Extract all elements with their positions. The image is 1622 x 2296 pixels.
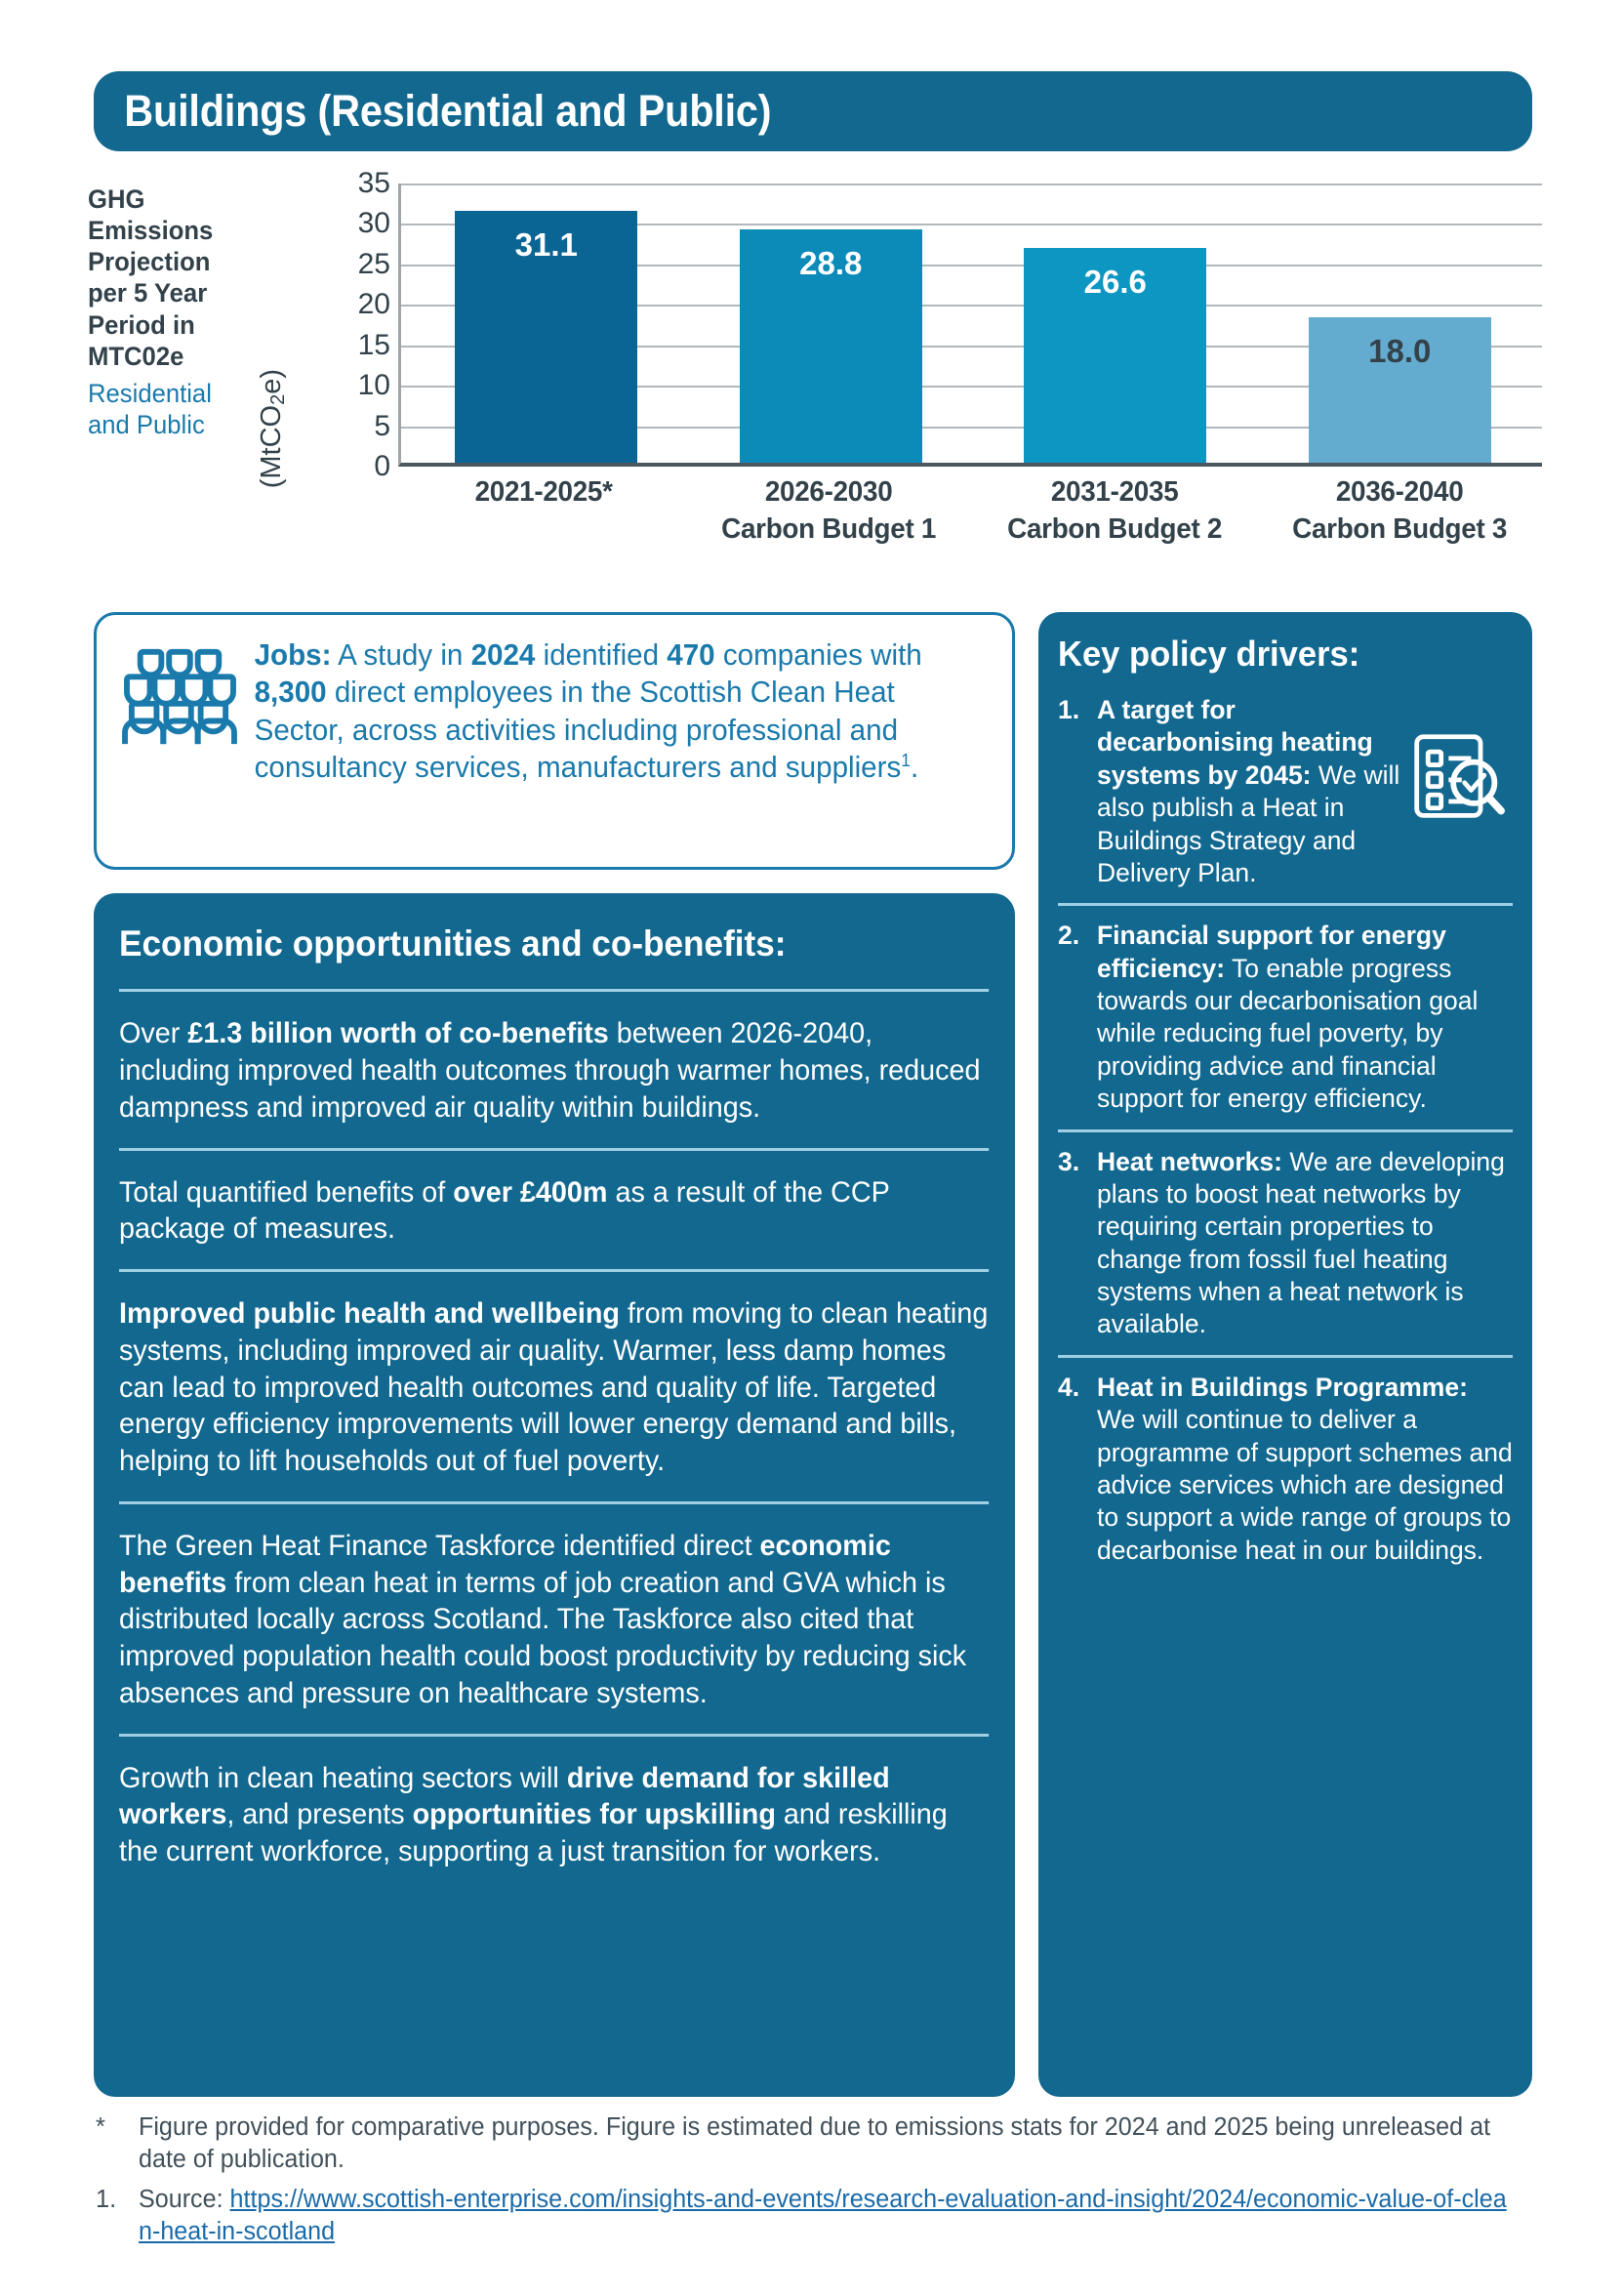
- jobs-text: Jobs: A study in 2024 identified 470 companies with 8,300 direct employees in the Scottish Clean Heat Sector, across activities including professional and consultancy services, manufacturers and suppliers$^1$.: [254, 638, 922, 785]
- x-axis-period-label: 2031-2035: [1050, 476, 1178, 508]
- policy-driver-number: 1.: [1058, 695, 1080, 724]
- policy-driver-number: 4.: [1058, 1372, 1080, 1402]
- y-tick-label: 20: [357, 288, 390, 321]
- chart-title: GHG Emissions Projection per 5 Year Period in MTC02e: [88, 184, 214, 371]
- footnote-source-link[interactable]: https://www.scottish-enterprise.com/insights-and-events/research-evaluation-and-insight/2024/economic-value-of-clean-heat-in-scotland: [139, 2186, 1507, 2246]
- bar-value-label: 26.6: [1083, 263, 1147, 300]
- x-axis-period-label: 2036-2040: [1335, 476, 1464, 508]
- page-header-banner: [94, 71, 1532, 151]
- footnote-marker: 1.: [96, 2186, 117, 2214]
- bar-series: [404, 184, 1542, 463]
- y-tick-label: 15: [357, 328, 390, 361]
- x-axis-label-group: [401, 476, 686, 547]
- policy-driver-item: [1058, 903, 1513, 1128]
- bar[interactable]: [455, 211, 637, 463]
- economic-opportunities-panel: [94, 893, 1015, 2097]
- y-tick-label: 0: [374, 450, 390, 482]
- bar-value-label: 28.8: [799, 245, 863, 282]
- footnote-row: [96, 2112, 1540, 2176]
- y-tick-label: 5: [374, 409, 390, 442]
- group-of-people-icon: [122, 633, 241, 849]
- x-axis-label-group: [972, 476, 1257, 547]
- jobs-card: [94, 612, 1015, 870]
- chart-subtitle: Residential and Public: [88, 378, 212, 439]
- policy-driver-text: Heat in Buildings Programme: We will continue to deliver a programme of support schemes and advice services which are designed to support a wide range of groups to decarbonise heat in our buildings.: [1097, 1372, 1513, 1565]
- economic-benefit-item: Growth in clean heating sectors will drive demand for skilled workers, and presents opportunities for upskilling and reskilling the current workforce, supporting a just transition for workers.: [119, 1734, 989, 1892]
- ghg-emissions-chart: [88, 167, 1542, 584]
- policy-driver-item: [1058, 1129, 1513, 1355]
- bar-slot: [1258, 184, 1543, 463]
- bar[interactable]: [1024, 248, 1206, 463]
- bar-value-label: 31.1: [514, 226, 578, 264]
- x-axis-period-label: 2026-2030: [765, 476, 893, 508]
- x-axis-budget-label: Carbon Budget 1: [721, 513, 937, 545]
- economic-benefit-item: Over £1.3 billion worth of co-benefits between 2026-2040, including improved health outcomes through warmer homes, reduced dampness and improved air quality within buildings.: [119, 989, 989, 1147]
- policy-driver-number: 2.: [1058, 921, 1080, 951]
- x-axis-budget-label: Carbon Budget 3: [1291, 513, 1507, 545]
- economic-benefit-item: Improved public health and wellbeing from moving to clean heating systems, including improved air quality. Warmer, less damp homes can lead to improved health outcomes and quality of life. Targeted energy efficiency improvements will lower energy demand and bills, helping to lift households out of fuel poverty.: [119, 1269, 989, 1501]
- bar-value-label: 18.0: [1368, 332, 1432, 369]
- bar-slot: [689, 184, 974, 463]
- policy-panel-title: Key policy drivers:: [1058, 634, 1360, 674]
- x-axis-label-group: [1257, 476, 1542, 547]
- y-axis-title: (MtCO$_2$e): [256, 369, 289, 489]
- x-axis-labels: [401, 476, 1542, 547]
- key-policy-drivers-panel: [1038, 612, 1532, 2097]
- policy-driver-text: A target for decarbonising heating systems by 2045: We will also publish a Heat in Buildings Strategy and Delivery Plan.: [1097, 695, 1400, 887]
- bar[interactable]: [1309, 317, 1491, 463]
- y-tick-label: 35: [357, 167, 390, 199]
- footnote-text: Source: https://www.scottish-enterprise.com/insights-and-events/research-evaluation-and-insight/2024/economic-value-of-clean-heat-in-scotland: [139, 2186, 1507, 2246]
- y-tick-label: 30: [357, 207, 390, 240]
- bar[interactable]: [740, 229, 922, 463]
- footnote-marker: *: [96, 2113, 105, 2141]
- x-axis-budget-label: Carbon Budget 2: [1006, 513, 1222, 545]
- y-tick-label: 25: [357, 247, 390, 280]
- economic-benefit-item: Total quantified benefits of over £400m as a result of the CCP package of measures.: [119, 1148, 989, 1270]
- checklist-magnifier-icon: [1405, 731, 1509, 825]
- y-axis-ticks: [312, 168, 390, 480]
- policy-driver-item: [1058, 1355, 1513, 1580]
- plot-area: [398, 184, 1542, 467]
- policy-driver-text: Heat networks: We are developing plans to boost heat networks by requiring certain properties to change from fossil fuel heating systems when a heat network is available.: [1097, 1146, 1505, 1339]
- economic-benefit-item: The Green Heat Finance Taskforce identified direct economic benefits from clean heat in terms of job creation and GVA which is distributed locally across Scotland. The Taskforce also cited that improved population health could boost productivity by reducing sick absences and pressure on healthcare systems.: [119, 1501, 989, 1734]
- x-axis-period-label: 2021-2025*: [474, 476, 613, 508]
- bar-slot: [973, 184, 1258, 463]
- chart-side-label: [88, 184, 244, 440]
- bar-slot: [404, 184, 689, 463]
- y-tick-label: 10: [357, 369, 390, 402]
- footnote-row: [96, 2184, 1540, 2248]
- footnotes: [96, 2112, 1540, 2257]
- footnote-text: Figure provided for comparative purposes. Figure is estimated due to emissions stats for 2024 and 2025 being unreleased at date of publication.: [139, 2113, 1491, 2174]
- x-axis-label-group: [686, 476, 971, 547]
- policy-driver-text: Financial support for energy efficiency: To enable progress towards our decarbonisation goal while reducing fuel poverty, by providing advice and financial support for energy efficiency.: [1097, 921, 1479, 1114]
- page-title: Buildings (Residential and Public): [124, 86, 772, 136]
- x-axis-budget-label: [407, 513, 681, 547]
- policy-driver-number: 3.: [1058, 1146, 1080, 1176]
- economic-panel-title: Economic opportunities and co-benefits:: [119, 923, 787, 964]
